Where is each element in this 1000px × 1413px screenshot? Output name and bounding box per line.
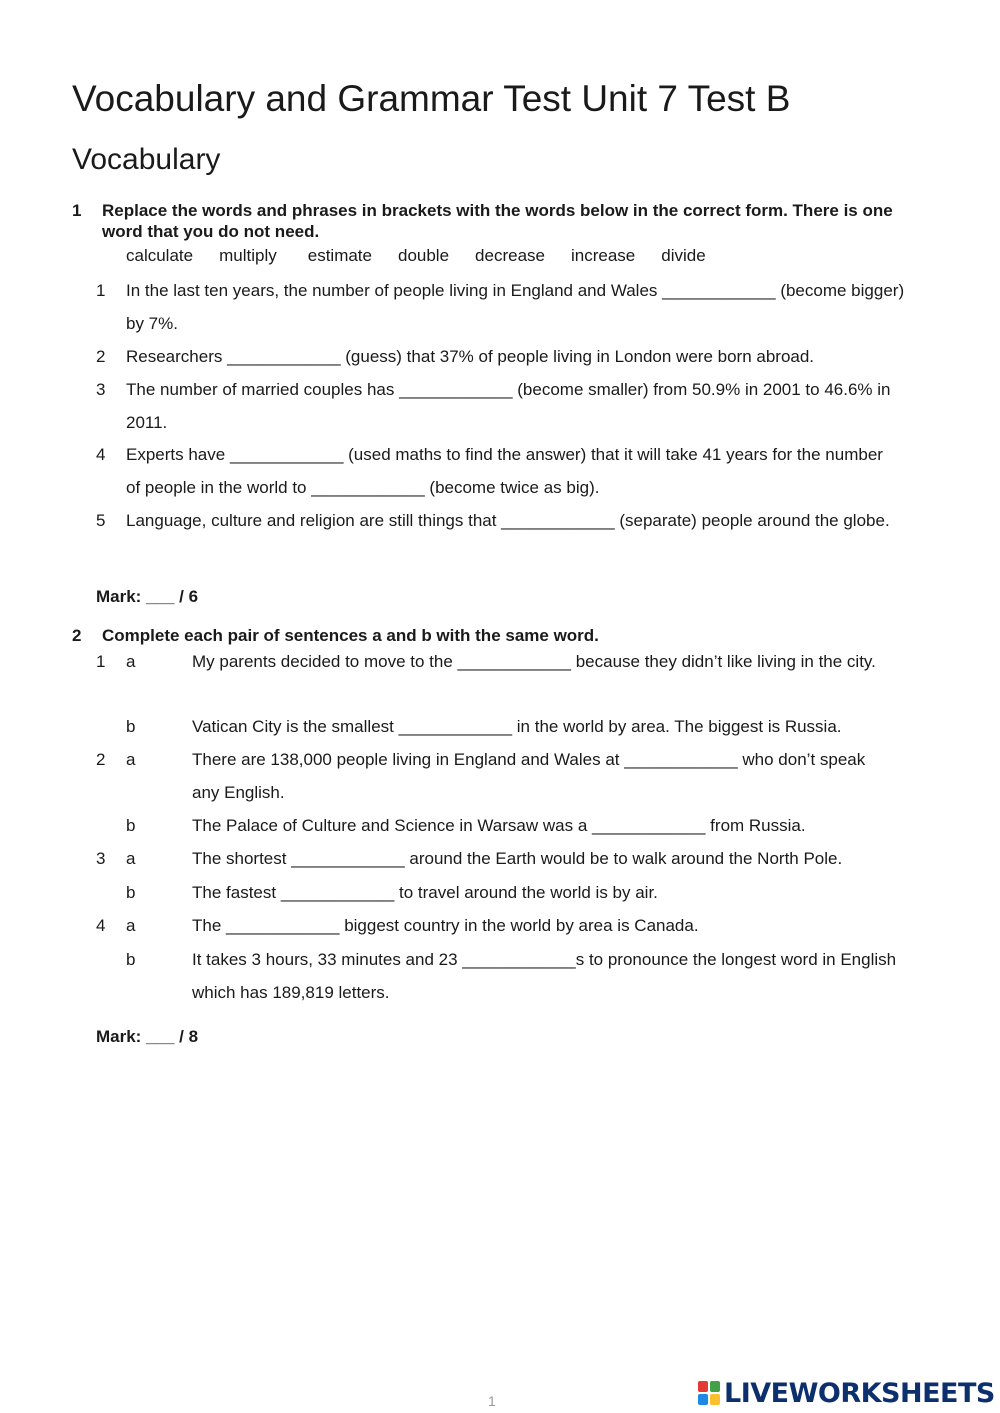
item-text[interactable]: The number of married couples has ____________ (become smaller) from 50.9% in 2001 to 46.6% in 2011. [126,380,891,432]
item-text[interactable]: In the last ten years, the number of people living in England and Wales ____________ (become bigger) by 7%. [126,281,905,333]
logo-icon [698,1381,722,1407]
instruction-text: Complete each pair of sentences a and b with the same word. [102,626,599,645]
item-letter: a [126,750,136,769]
logo-square-icon [710,1394,720,1405]
word-option: multiply [219,246,277,265]
item-number: 3 [96,849,106,868]
item-number: 4 [96,445,106,464]
item-number: 1 [96,281,106,300]
item-text[interactable]: Vatican City is the smallest ____________ in the world by area. The biggest is Russia. [192,717,842,736]
page-number: 1 [488,1393,496,1409]
mark-score: Mark: ___ / 6 [96,587,199,606]
item-number: 3 [96,380,106,399]
word-option: decrease [475,246,545,265]
item-letter: a [126,916,136,935]
item-number: 5 [96,511,106,530]
item-text[interactable]: The Palace of Culture and Science in Warsaw was a ____________ from Russia. [192,816,806,835]
item-letter: b [126,816,136,835]
item-text[interactable]: It takes 3 hours, 33 minutes and 23 ____________s to pronounce the longest word in English which has 189,819 letters. [192,950,897,1002]
item-letter: b [126,950,136,969]
instruction-text: Replace the words and phrases in brackets with the words below in the correct form. There is one word that you do not need. [102,201,893,241]
liveworksheets-logo[interactable] [698,1378,995,1409]
exercise-2-instruction [72,625,912,646]
item-letter: b [126,717,136,736]
item-text[interactable]: Language, culture and religion are still things that ____________ (separate) people around the globe. [126,511,890,530]
item-text[interactable]: The ____________ biggest country in the world by area is Canada. [192,916,699,935]
item-letter: a [126,652,136,671]
item-text[interactable]: Experts have ____________ (used maths to find the answer) that it will take 41 years for the number of people in the world to ____________ (become twice as big). [126,445,883,497]
item-text[interactable]: The fastest ____________ to travel around the world is by air. [192,883,658,902]
item-number: 2 [96,750,106,769]
logo-text: LIVEWORKSHEETS [724,1378,995,1409]
item-number: 1 [96,652,106,671]
mark-score: Mark: ___ / 8 [96,1027,199,1046]
section-title: Vocabulary [72,143,221,176]
word-option: increase [570,246,636,265]
item-text[interactable]: My parents decided to move to the ____________ because they didn’t like living in the city. [192,652,876,671]
word-option: calculate [126,246,194,265]
item-number: 2 [96,347,106,366]
word-option: divide [661,246,706,265]
exercise-number: 2 [72,626,82,645]
logo-square-icon [698,1381,708,1392]
item-text[interactable]: There are 138,000 people living in England and Wales at ____________ who don’t speak any English. [192,750,866,802]
item-text[interactable]: Researchers ____________ (guess) that 37% of people living in London were born abroad. [126,347,815,366]
logo-square-icon [698,1394,708,1405]
page-title: Vocabulary and Grammar Test Unit 7 Test B [72,78,791,119]
item-number: 4 [96,916,106,935]
logo-square-icon [710,1381,720,1392]
word-option: double [397,246,450,265]
item-text[interactable]: The shortest ____________ around the Earth would be to walk around the North Pole. [192,849,843,868]
word-option: estimate [307,246,372,265]
item-letter: b [126,883,136,902]
word-box [126,246,732,266]
item-letter: a [126,849,136,868]
exercise-1-instruction [72,200,912,242]
exercise-number: 1 [72,201,82,220]
